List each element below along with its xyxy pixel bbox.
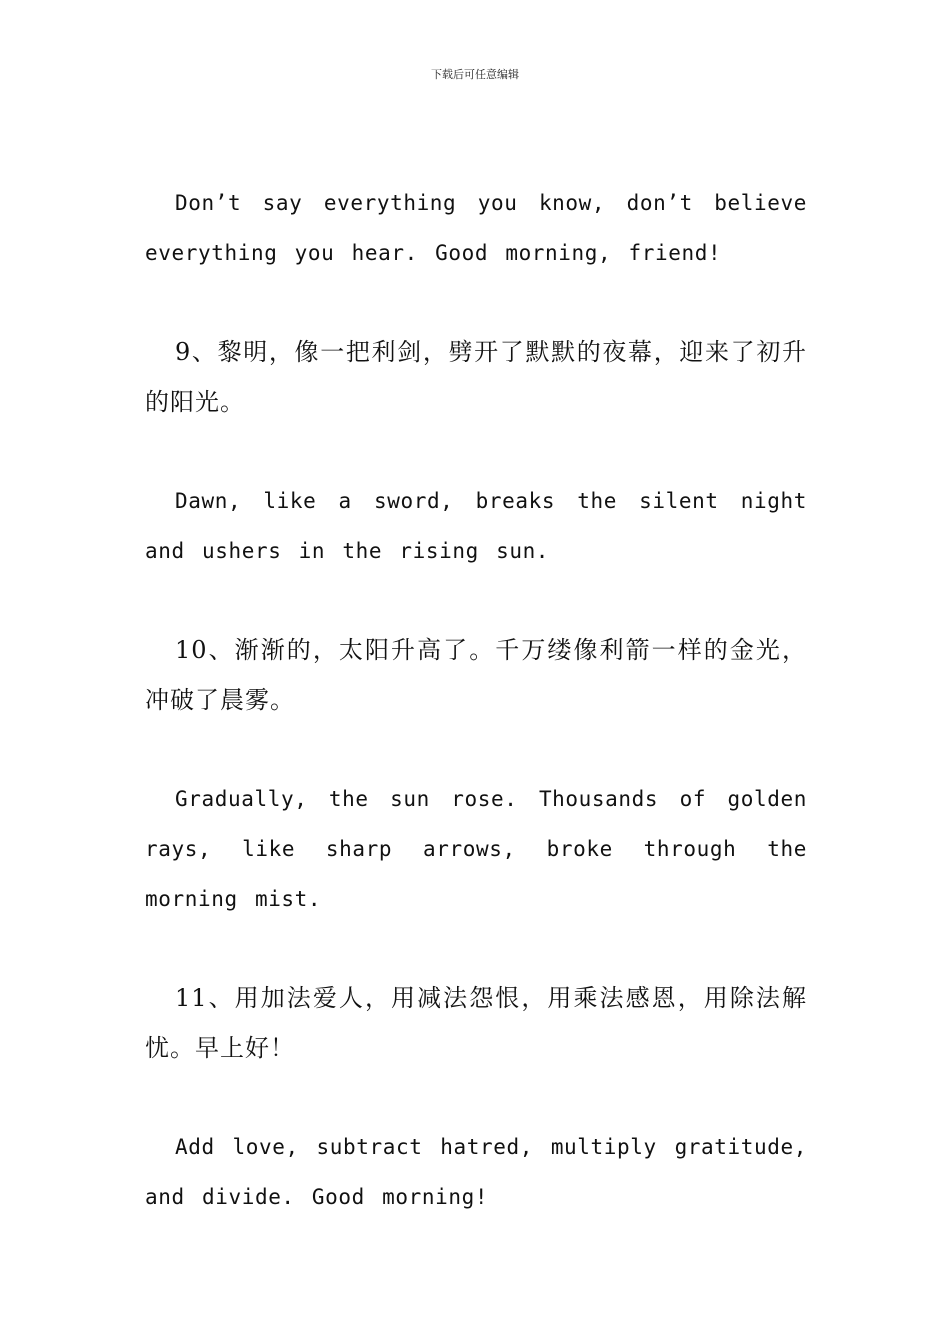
paragraph-chinese-9: 9、黎明，像一把利剑，劈开了默默的夜幕，迎来了初升的阳光。 (145, 338, 807, 416)
paragraph-english-9: Dawn, like a sword, breaks the silent night and ushers in the rising sun. (145, 489, 807, 563)
paragraph-english-1: Don’t say everything you know, don’t believe everything you hear. Good morning, friend! (145, 191, 807, 265)
page-header: 下载后可任意编辑 (431, 68, 519, 81)
paragraph-chinese-11: 11、用加法爱人，用减法怨恨，用乘法感恩，用除法解忧。早上好！ (145, 984, 807, 1062)
paragraph-chinese-10: 10、渐渐的，太阳升高了。千万缕像利箭一样的金光，冲破了晨雾。 (145, 636, 807, 714)
paragraph-english-11: Add love, subtract hatred, multiply gratitude, and divide. Good morning! (145, 1135, 807, 1209)
document-body (145, 178, 807, 1222)
paragraph-english-10: Gradually, the sun rose. Thousands of golden rays, like sharp arrows, broke through the morning mist. (145, 787, 807, 911)
